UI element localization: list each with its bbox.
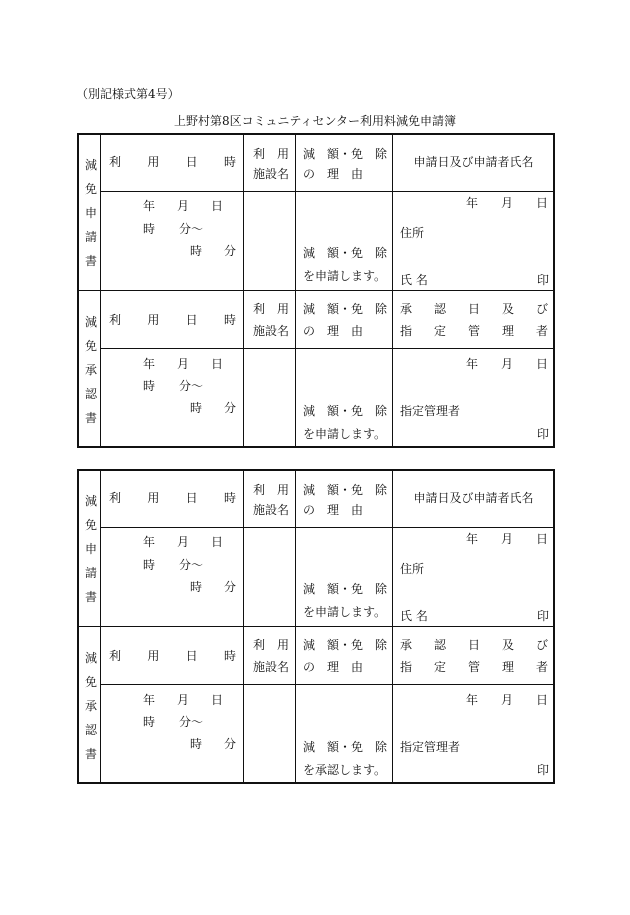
column-rule-1 <box>243 469 244 784</box>
column-rule-3 <box>392 133 393 448</box>
use-date-line2-char: 分～ <box>178 558 203 572</box>
designated-manager-label: 指定管理者 <box>400 740 461 754</box>
application-header-rule <box>100 527 555 528</box>
use-date-line3 <box>190 579 236 595</box>
use-date-header <box>109 490 236 506</box>
column-rule-2 <box>295 469 296 784</box>
approval-side-label-char: 免 <box>84 675 97 689</box>
application-date-char: 日 <box>535 532 548 546</box>
use-date-header-char: 時 <box>223 155 236 169</box>
use-date-line3-char: 時 <box>190 244 203 258</box>
approval-side-label-char: 認 <box>84 723 97 737</box>
designated-manager-label: 指定管理者 <box>400 404 461 418</box>
use-date-header-char: 利 <box>109 155 122 169</box>
reason-header-line1: 減 額・免 除 <box>303 483 388 497</box>
approval-header-line2-char: 管 <box>467 660 480 674</box>
applicant-header: 申請日及び申請者氏名 <box>413 491 534 505</box>
application-side-label <box>80 153 102 273</box>
use-date-header-char: 利 <box>109 491 122 505</box>
use-date-line3 <box>190 736 236 752</box>
approval-header-line1-char: び <box>535 638 548 652</box>
use-date-line1 <box>143 356 223 372</box>
use-date-line1-char: 日 <box>210 199 223 213</box>
approval-header-line1-char: 及 <box>501 638 514 652</box>
use-date-line1-char: 日 <box>210 693 223 707</box>
use-date-header-char: 日 <box>185 313 198 327</box>
column-rule-2 <box>295 133 296 448</box>
use-date-header-char: 時 <box>223 649 236 663</box>
use-date-line1-char: 月 <box>176 693 189 707</box>
use-date-line3-char: 時 <box>190 401 203 415</box>
approval-side-label-char: 認 <box>84 387 97 401</box>
use-date-line1 <box>143 534 223 550</box>
use-date-header-char: 日 <box>185 649 198 663</box>
approval-side-label-char: 減 <box>84 651 97 665</box>
application-date-char: 年 <box>466 196 479 210</box>
use-date-line3 <box>190 400 236 416</box>
approval-date-char: 日 <box>535 357 548 371</box>
use-date-line1-char: 月 <box>176 199 189 213</box>
section-divider-rule <box>77 626 555 627</box>
use-date-line2 <box>143 221 203 237</box>
seal-mark: 印 <box>537 273 550 287</box>
use-date-line2-char: 時 <box>143 715 156 729</box>
approval-header-line1-char: 及 <box>501 302 514 316</box>
approval-header-rule <box>100 348 555 349</box>
use-date-line2-char: 時 <box>143 558 156 572</box>
application-side-label-char: 免 <box>84 182 97 196</box>
use-date-header-char: 時 <box>223 313 236 327</box>
application-header-rule <box>100 191 555 192</box>
application-side-label-char: 請 <box>84 230 97 244</box>
application-side-label-char: 申 <box>84 206 97 220</box>
use-date-line3 <box>190 243 236 259</box>
use-date-line1-char: 月 <box>176 535 189 549</box>
use-date-line3-char: 分 <box>223 737 236 751</box>
approval-side-label-char: 書 <box>84 747 97 761</box>
use-date-line2 <box>143 557 203 573</box>
form-number-note: （別記様式第4号） <box>76 87 180 101</box>
document-title: 上野村第8区コミュニティセンター利用料減免申請簿 <box>174 114 456 128</box>
approval-side-label-char: 承 <box>84 363 97 377</box>
applicant-name-label: 氏 名 <box>400 609 428 623</box>
facility-header-line2: 施設名 <box>253 660 290 674</box>
use-date-line1-char: 年 <box>143 693 156 707</box>
approval-header-line2 <box>400 659 548 675</box>
application-side-label-char: 請 <box>84 566 97 580</box>
use-date-header-char: 利 <box>109 649 122 663</box>
reason-text-line2: を承認します。 <box>303 763 387 777</box>
application-side-label-char: 免 <box>84 518 97 532</box>
approval-header-line1-char: 日 <box>467 638 480 652</box>
use-date-line2-char: 時 <box>143 379 156 393</box>
facility-header-line1: 利 用 <box>253 638 290 652</box>
reason-text-line1: 減 額・免 除 <box>303 404 388 418</box>
use-date-line1-char: 月 <box>176 357 189 371</box>
facility-header-line1: 利 用 <box>253 147 290 161</box>
approval-header-line2-char: 管 <box>467 324 480 338</box>
seal-mark: 印 <box>537 609 550 623</box>
approval-side-label-char: 免 <box>84 339 97 353</box>
approval-header-line2-char: 者 <box>535 660 548 674</box>
approval-date-char: 月 <box>500 357 513 371</box>
approval-date-char: 年 <box>466 693 479 707</box>
reason-text-line1: 減 額・免 除 <box>303 246 388 260</box>
application-side-label-char: 減 <box>84 158 97 172</box>
use-date-header-char: 用 <box>147 649 160 663</box>
use-date-header-char: 用 <box>147 491 160 505</box>
approval-side-label <box>80 310 102 430</box>
approval-header-line2 <box>400 323 548 339</box>
use-date-header-char: 用 <box>147 155 160 169</box>
reason-header-line1: 減 額・免 除 <box>303 147 388 161</box>
applicant-name-label: 氏 名 <box>400 273 428 287</box>
use-date-header <box>109 154 236 170</box>
application-date-char: 月 <box>500 196 513 210</box>
use-date-line2-char: 時 <box>143 222 156 236</box>
application-side-label <box>80 489 102 609</box>
use-date-line1 <box>143 692 223 708</box>
column-rule-3 <box>392 469 393 784</box>
use-date-header <box>109 648 236 664</box>
approval-side-label-char: 減 <box>84 315 97 329</box>
approval-header-line1-char: 認 <box>433 302 446 316</box>
use-date-line1-char: 年 <box>143 357 156 371</box>
reason-header-line2: の 理 由 <box>303 660 364 674</box>
approval-header-line2-char: 定 <box>433 324 446 338</box>
use-date-line2-char: 分～ <box>178 379 203 393</box>
facility-header-line2: 施設名 <box>253 167 290 181</box>
use-date-line1-char: 年 <box>143 199 156 213</box>
approval-header-line1 <box>400 301 548 317</box>
reason-text-line2: を申請します。 <box>303 427 387 441</box>
facility-header-line1: 利 用 <box>253 302 290 316</box>
approval-side-label-char: 承 <box>84 699 97 713</box>
approval-header-line1-char: 承 <box>400 302 413 316</box>
use-date-line3-char: 時 <box>190 737 203 751</box>
use-date-line3-char: 分 <box>223 401 236 415</box>
application-date <box>466 195 548 211</box>
approval-header-line2-char: 理 <box>501 324 514 338</box>
approval-header-line1-char: 認 <box>433 638 446 652</box>
application-side-label-char: 書 <box>84 590 97 604</box>
column-rule-1 <box>243 133 244 448</box>
reason-header-line1: 減 額・免 除 <box>303 638 388 652</box>
reason-text-line1: 減 額・免 除 <box>303 740 388 754</box>
application-date-char: 月 <box>500 532 513 546</box>
approval-header-line1-char: び <box>535 302 548 316</box>
approval-header-line1-char: 承 <box>400 638 413 652</box>
use-date-header-char: 日 <box>185 155 198 169</box>
reason-header-line2: の 理 由 <box>303 324 364 338</box>
facility-header-line1: 利 用 <box>253 483 290 497</box>
facility-header-line2: 施設名 <box>253 324 290 338</box>
approval-date <box>466 356 548 372</box>
approval-header-line1 <box>400 637 548 653</box>
applicant-address-label: 住所 <box>400 226 425 240</box>
use-date-line3-char: 時 <box>190 580 203 594</box>
approval-header-line2-char: 指 <box>400 660 413 674</box>
applicant-address-label: 住所 <box>400 562 425 576</box>
seal-mark: 印 <box>537 763 550 777</box>
reason-text-line2: を申請します。 <box>303 269 387 283</box>
facility-header-line2: 施設名 <box>253 503 290 517</box>
approval-header-line2-char: 者 <box>535 324 548 338</box>
applicant-header: 申請日及び申請者氏名 <box>413 155 534 169</box>
use-date-line2 <box>143 378 203 394</box>
reason-header-line2: の 理 由 <box>303 503 364 517</box>
application-side-label-char: 申 <box>84 542 97 556</box>
approval-date-char: 年 <box>466 357 479 371</box>
use-date-line3-char: 分 <box>223 244 236 258</box>
approval-side-label-char: 書 <box>84 411 97 425</box>
approval-date-char: 日 <box>535 693 548 707</box>
approval-header-line2-char: 指 <box>400 324 413 338</box>
use-date-header-char: 利 <box>109 313 122 327</box>
application-date <box>466 531 548 547</box>
approval-date <box>466 692 548 708</box>
use-date-line1-char: 日 <box>210 535 223 549</box>
approval-header-line1-char: 日 <box>467 302 480 316</box>
approval-date-char: 月 <box>500 693 513 707</box>
use-date-line2-char: 分～ <box>178 715 203 729</box>
use-date-line2 <box>143 714 203 730</box>
use-date-line2-char: 分～ <box>178 222 203 236</box>
reason-text-line1: 減 額・免 除 <box>303 582 388 596</box>
use-date-line1-char: 年 <box>143 535 156 549</box>
use-date-line3-char: 分 <box>223 580 236 594</box>
use-date-line1 <box>143 198 223 214</box>
approval-header-line2-char: 理 <box>501 660 514 674</box>
reason-header-line2: の 理 由 <box>303 167 364 181</box>
reason-text-line2: を申請します。 <box>303 605 387 619</box>
application-date-char: 日 <box>535 196 548 210</box>
use-date-header-char: 時 <box>223 491 236 505</box>
use-date-header <box>109 312 236 328</box>
use-date-header-char: 日 <box>185 491 198 505</box>
use-date-line1-char: 日 <box>210 357 223 371</box>
application-side-label-char: 減 <box>84 494 97 508</box>
application-side-label-char: 書 <box>84 254 97 268</box>
approval-header-line2-char: 定 <box>433 660 446 674</box>
seal-mark: 印 <box>537 427 550 441</box>
approval-header-rule <box>100 684 555 685</box>
section-divider-rule <box>77 290 555 291</box>
use-date-header-char: 用 <box>147 313 160 327</box>
reason-header-line1: 減 額・免 除 <box>303 302 388 316</box>
approval-side-label <box>80 646 102 766</box>
application-date-char: 年 <box>466 532 479 546</box>
